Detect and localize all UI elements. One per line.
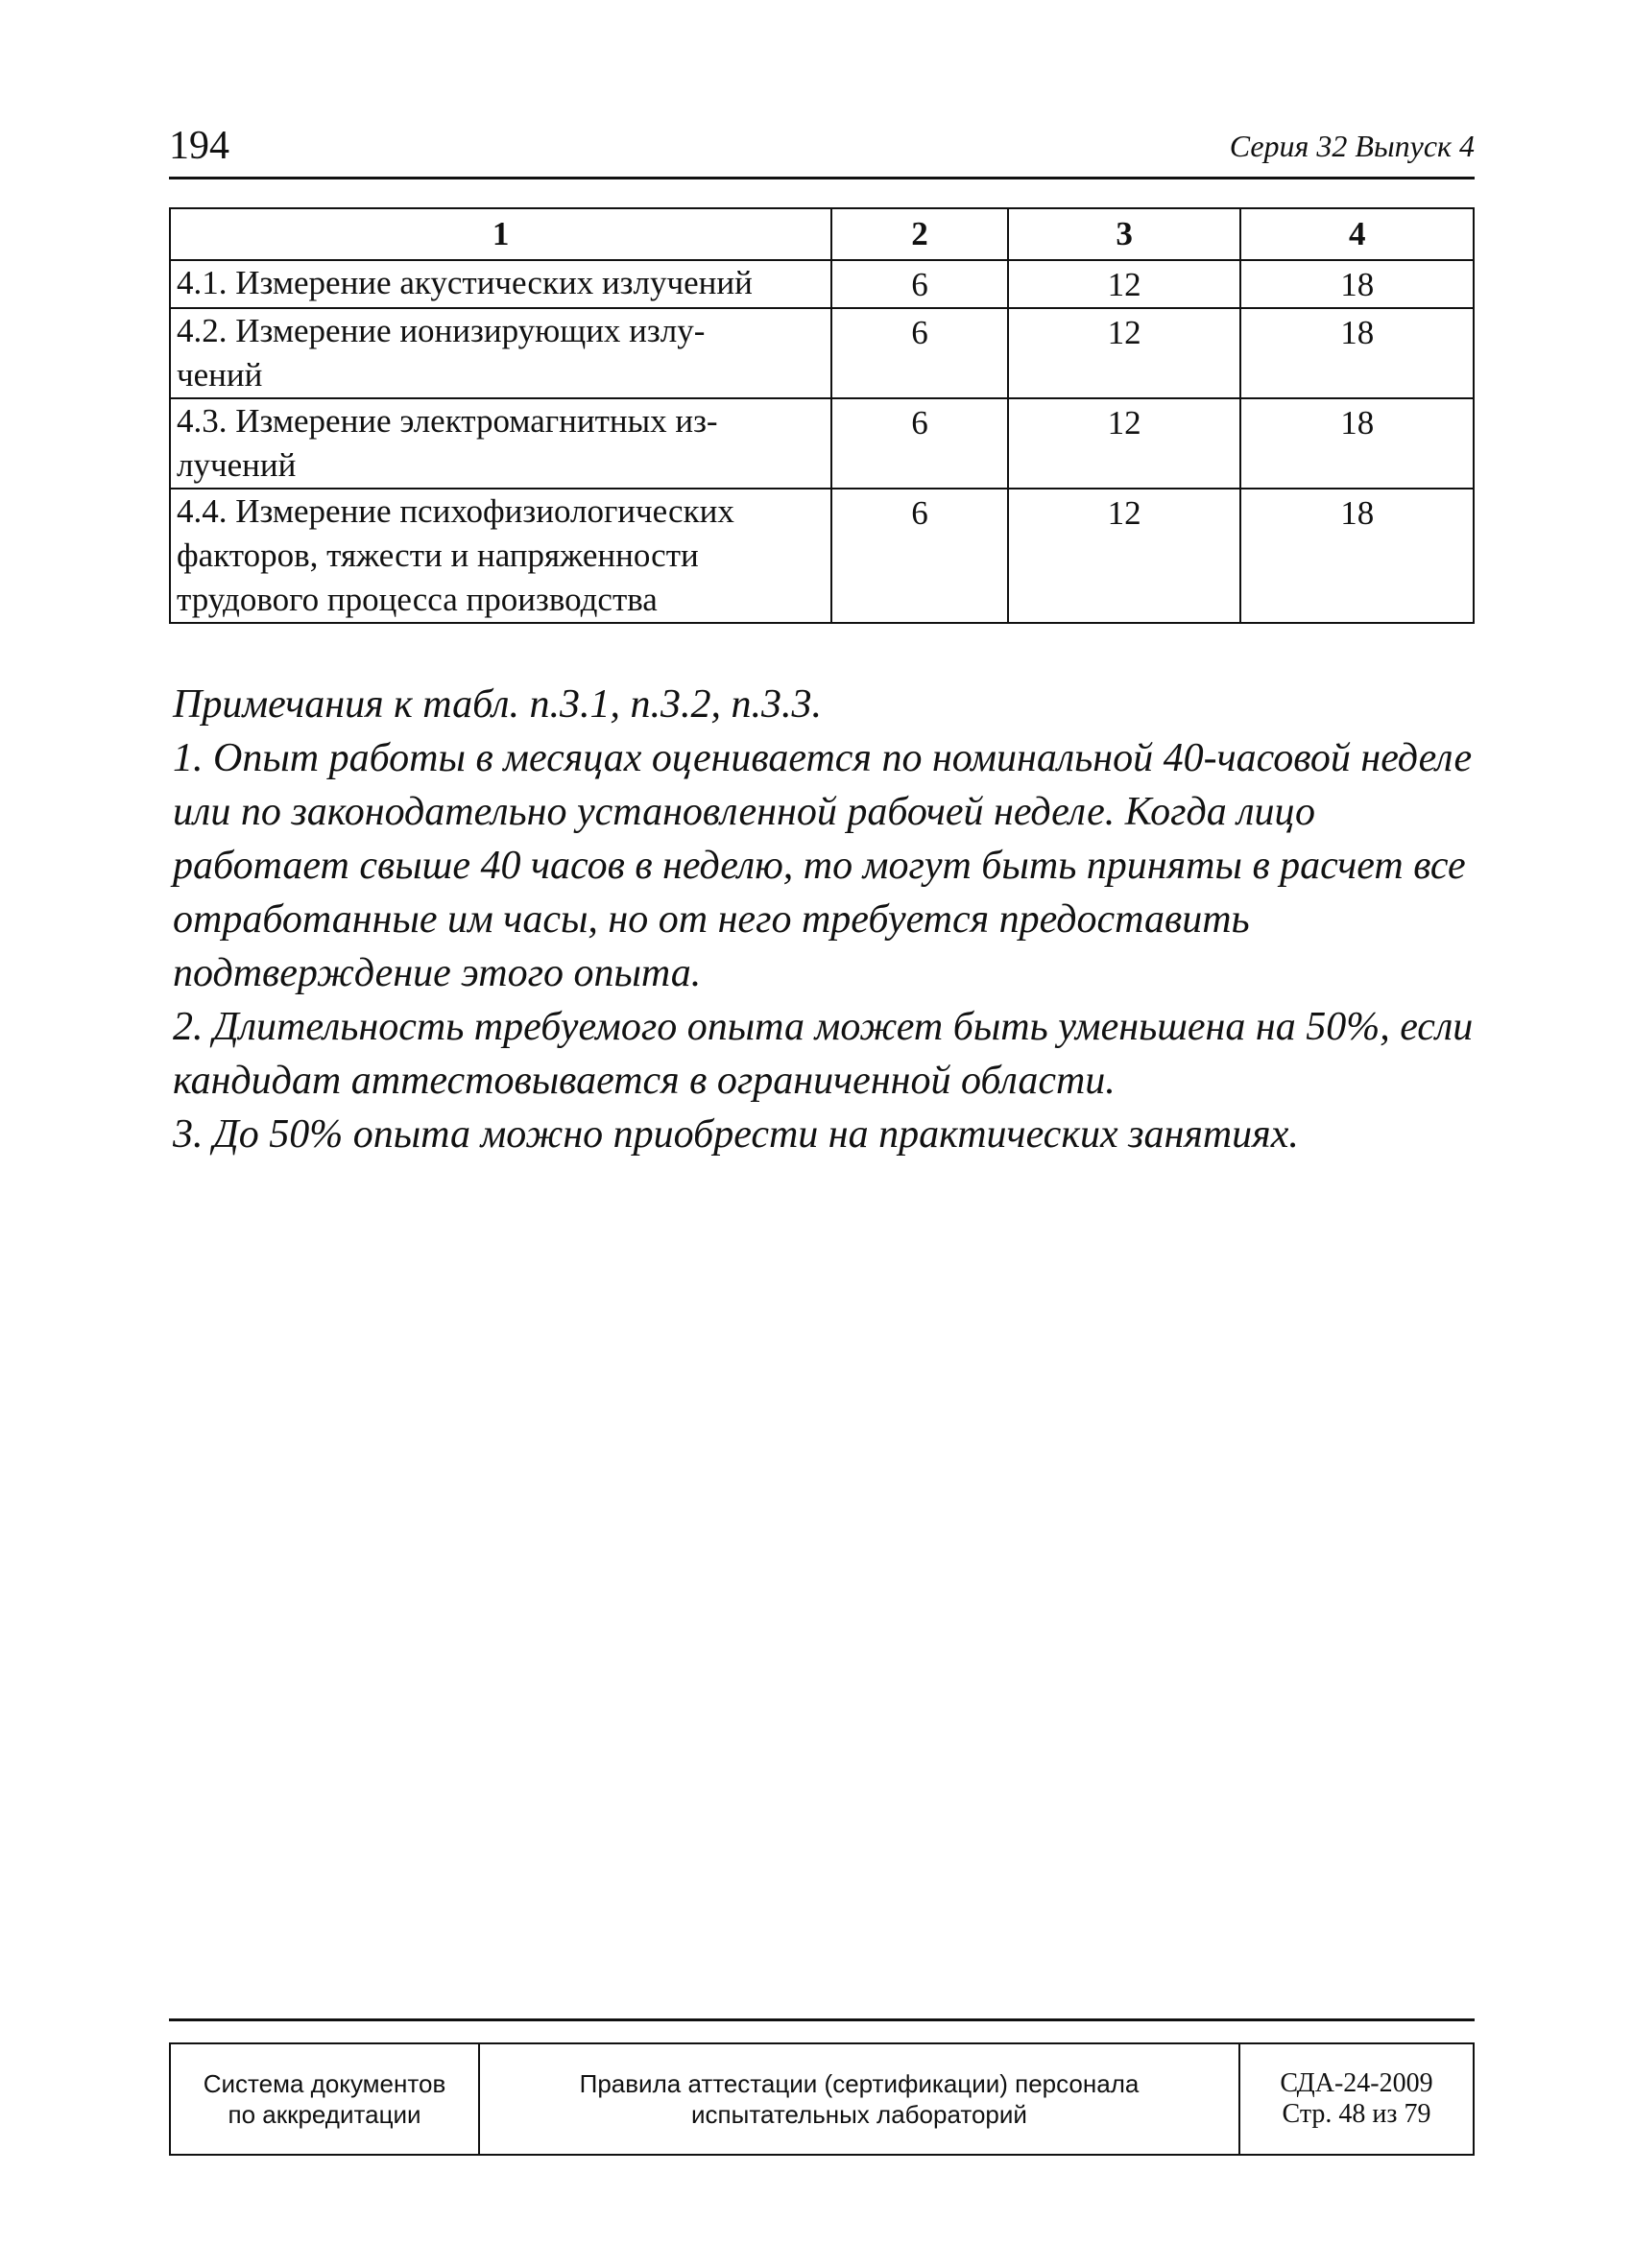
row-name: 4.2. Измерение ионизирующих излу- чений xyxy=(170,308,831,398)
table-header-row xyxy=(170,208,1474,260)
footer-system-line: по аккредитации xyxy=(228,2100,421,2129)
footer-system-line: Система документов xyxy=(203,2069,446,2098)
cell-value: 6 xyxy=(831,308,1008,398)
cell-value: 18 xyxy=(1240,398,1474,489)
note-item: 2. Длительность требуемого опыта может быть уменьшена на 50%, если кандидат аттестовывается в ограниченной области. xyxy=(173,1005,1474,1103)
footer-divider xyxy=(169,2018,1475,2021)
cell-value: 12 xyxy=(1008,398,1241,489)
table-row xyxy=(170,398,1474,489)
page-counter: Стр. 48 из 79 xyxy=(1282,2099,1431,2129)
data-table xyxy=(169,207,1475,624)
cell-value: 6 xyxy=(831,260,1008,308)
column-header: 2 xyxy=(831,208,1008,260)
column-header: 3 xyxy=(1008,208,1241,260)
column-header: 4 xyxy=(1240,208,1474,260)
column-header: 1 xyxy=(170,208,831,260)
cell-value: 12 xyxy=(1008,489,1241,623)
cell-value: 18 xyxy=(1240,308,1474,398)
series-label: Серия 32 Выпуск 4 xyxy=(1229,129,1475,163)
notes-section xyxy=(173,678,1478,1161)
note-item: 1. Опыт работы в месяцах оценивается по номинальной 40-часовой неделе или по законодательно установленной рабочей неделе. Когда лицо работает свыше 40 часов в неделю, то могут быть приняты в расчет все отработанные им часы, но от него требуется предоставить подтверждение этого опыта. xyxy=(173,736,1473,995)
footer-title xyxy=(479,2043,1239,2155)
footer-system xyxy=(170,2043,479,2155)
cell-value: 6 xyxy=(831,398,1008,489)
row-name: 4.1. Измерение акустических излучений xyxy=(170,260,831,308)
document-code: СДА-24-2009 xyxy=(1280,2068,1433,2098)
notes-title: Примечания к табл. п.3.1, п.3.2, п.3.3. xyxy=(173,682,822,727)
footer-doc-code xyxy=(1239,2043,1474,2155)
note-item: 3. До 50% опыта можно приобрести на практических занятиях. xyxy=(173,1112,1299,1157)
page-header xyxy=(169,121,1475,179)
table-row xyxy=(170,308,1474,398)
cell-value: 6 xyxy=(831,489,1008,623)
cell-value: 12 xyxy=(1008,260,1241,308)
row-name: 4.4. Измерение психофизиологических факторов, тяжести и напряженности трудового процесса производства xyxy=(170,489,831,623)
table-row xyxy=(170,489,1474,623)
footer-title-line: испытательных лабораторий xyxy=(691,2100,1027,2129)
row-name: 4.3. Измерение электромагнитных из- лучений xyxy=(170,398,831,489)
table-row xyxy=(170,260,1474,308)
cell-value: 18 xyxy=(1240,260,1474,308)
page-footer xyxy=(169,2042,1475,2156)
page-number: 194 xyxy=(169,124,229,168)
footer-title-line: Правила аттестации (сертификации) персонала xyxy=(579,2069,1140,2098)
cell-value: 12 xyxy=(1008,308,1241,398)
cell-value: 18 xyxy=(1240,489,1474,623)
